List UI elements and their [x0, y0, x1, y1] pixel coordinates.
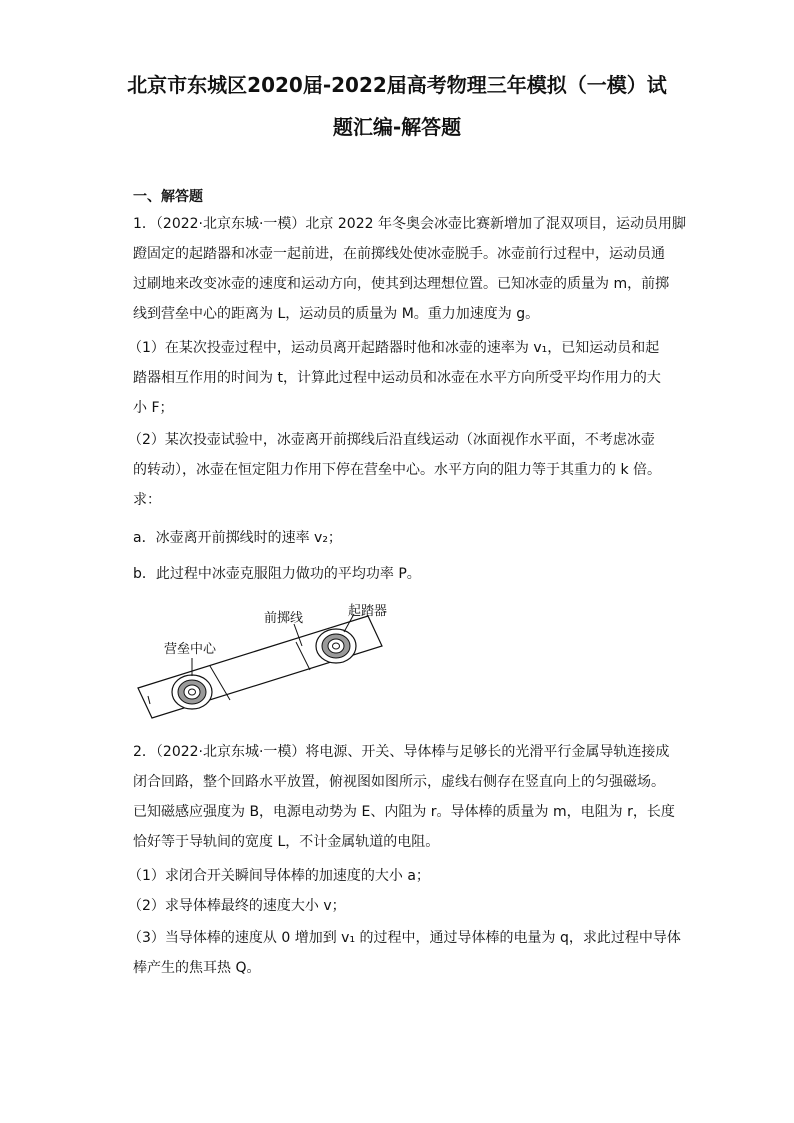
- q2-line: （1）求闭合开关瞬间导体棒的加速度的大小 a；: [128, 868, 430, 884]
- q1-line: （1）在某次投壶过程中，运动员离开起踏器时他和冰壶的速率为 v₁，已知运动员和起: [128, 340, 660, 356]
- q2-line: 恰好等于导轨间的宽度 L，不计金属轨道的电阻。: [133, 834, 440, 850]
- q1-line: 1．（2022·北京东城·一模）北京 2022 年冬奥会冰壶比赛新增加了混双项目，运动员用脚: [133, 216, 686, 232]
- house-target: [172, 675, 212, 709]
- q2-line: 棒产生的焦耳热 Q。: [133, 960, 261, 976]
- q1-line: 求：: [133, 492, 161, 508]
- q2-line: （3）当导体棒的速度从 0 增加到 v₁ 的过程中，通过导体棒的电量为 q，求此过程中导体: [128, 930, 681, 946]
- title-line-2: 题汇编-解答题: [332, 115, 462, 139]
- document-title: [100, 64, 694, 148]
- q2-line: 已知磁感应强度为 B，电源电动势为 E、内阻为 r。导体棒的质量为 m，电阻为 r，长度: [133, 804, 675, 820]
- curling-stone: [316, 629, 356, 663]
- label-hack: 起踏器: [348, 604, 388, 619]
- q1-line: a．冰壶离开前掷线时的速率 v₂；: [133, 530, 342, 546]
- curling-figure: [136, 596, 396, 726]
- q1-line: 过刷地来改变冰壶的速度和运动方向，使其到达理想位置。已知冰壶的质量为 m，前掷: [133, 276, 670, 292]
- label-house-center: 营垒中心: [164, 642, 217, 657]
- label-hog-line: 前掷线: [264, 611, 304, 626]
- q1-line: b．此过程中冰壶克服阻力做功的平均功率 P。: [133, 566, 421, 582]
- q2-line: （2）求导体棒最终的速度大小 v；: [128, 898, 346, 914]
- q1-line: 蹬固定的起踏器和冰壶一起前进，在前掷线处使冰壶脱手。冰壶前行过程中，运动员通: [133, 246, 665, 262]
- section-heading: 一、解答题: [133, 189, 203, 205]
- q1-line: （2）某次投壶试验中，冰壶离开前掷线后沿直线运动（冰面视作水平面，不考虑冰壶: [128, 432, 655, 448]
- q1-line: 踏器相互作用的时间为 t，计算此过程中运动员和冰壶在水平方向所受平均作用力的大: [133, 370, 661, 386]
- q1-line: 小 F；: [133, 400, 174, 416]
- q1-line: 的转动），冰壶在恒定阻力作用下停在营垒中心。水平方向的阻力等于其重力的 k 倍。: [133, 462, 662, 478]
- title-line-1: 北京市东城区2020届-2022届高考物理三年模拟（一模）试: [127, 73, 667, 97]
- q1-line: 线到营垒中心的距离为 L，运动员的质量为 M。重力加速度为 g。: [133, 306, 540, 322]
- q2-line: 闭合回路，整个回路水平放置，俯视图如图所示，虚线右侧存在竖直向上的匀强磁场。: [133, 774, 665, 790]
- q2-line: 2．（2022·北京东城·一模）将电源、开关、导体棒与足够长的光滑平行金属导轨连接成: [133, 744, 670, 760]
